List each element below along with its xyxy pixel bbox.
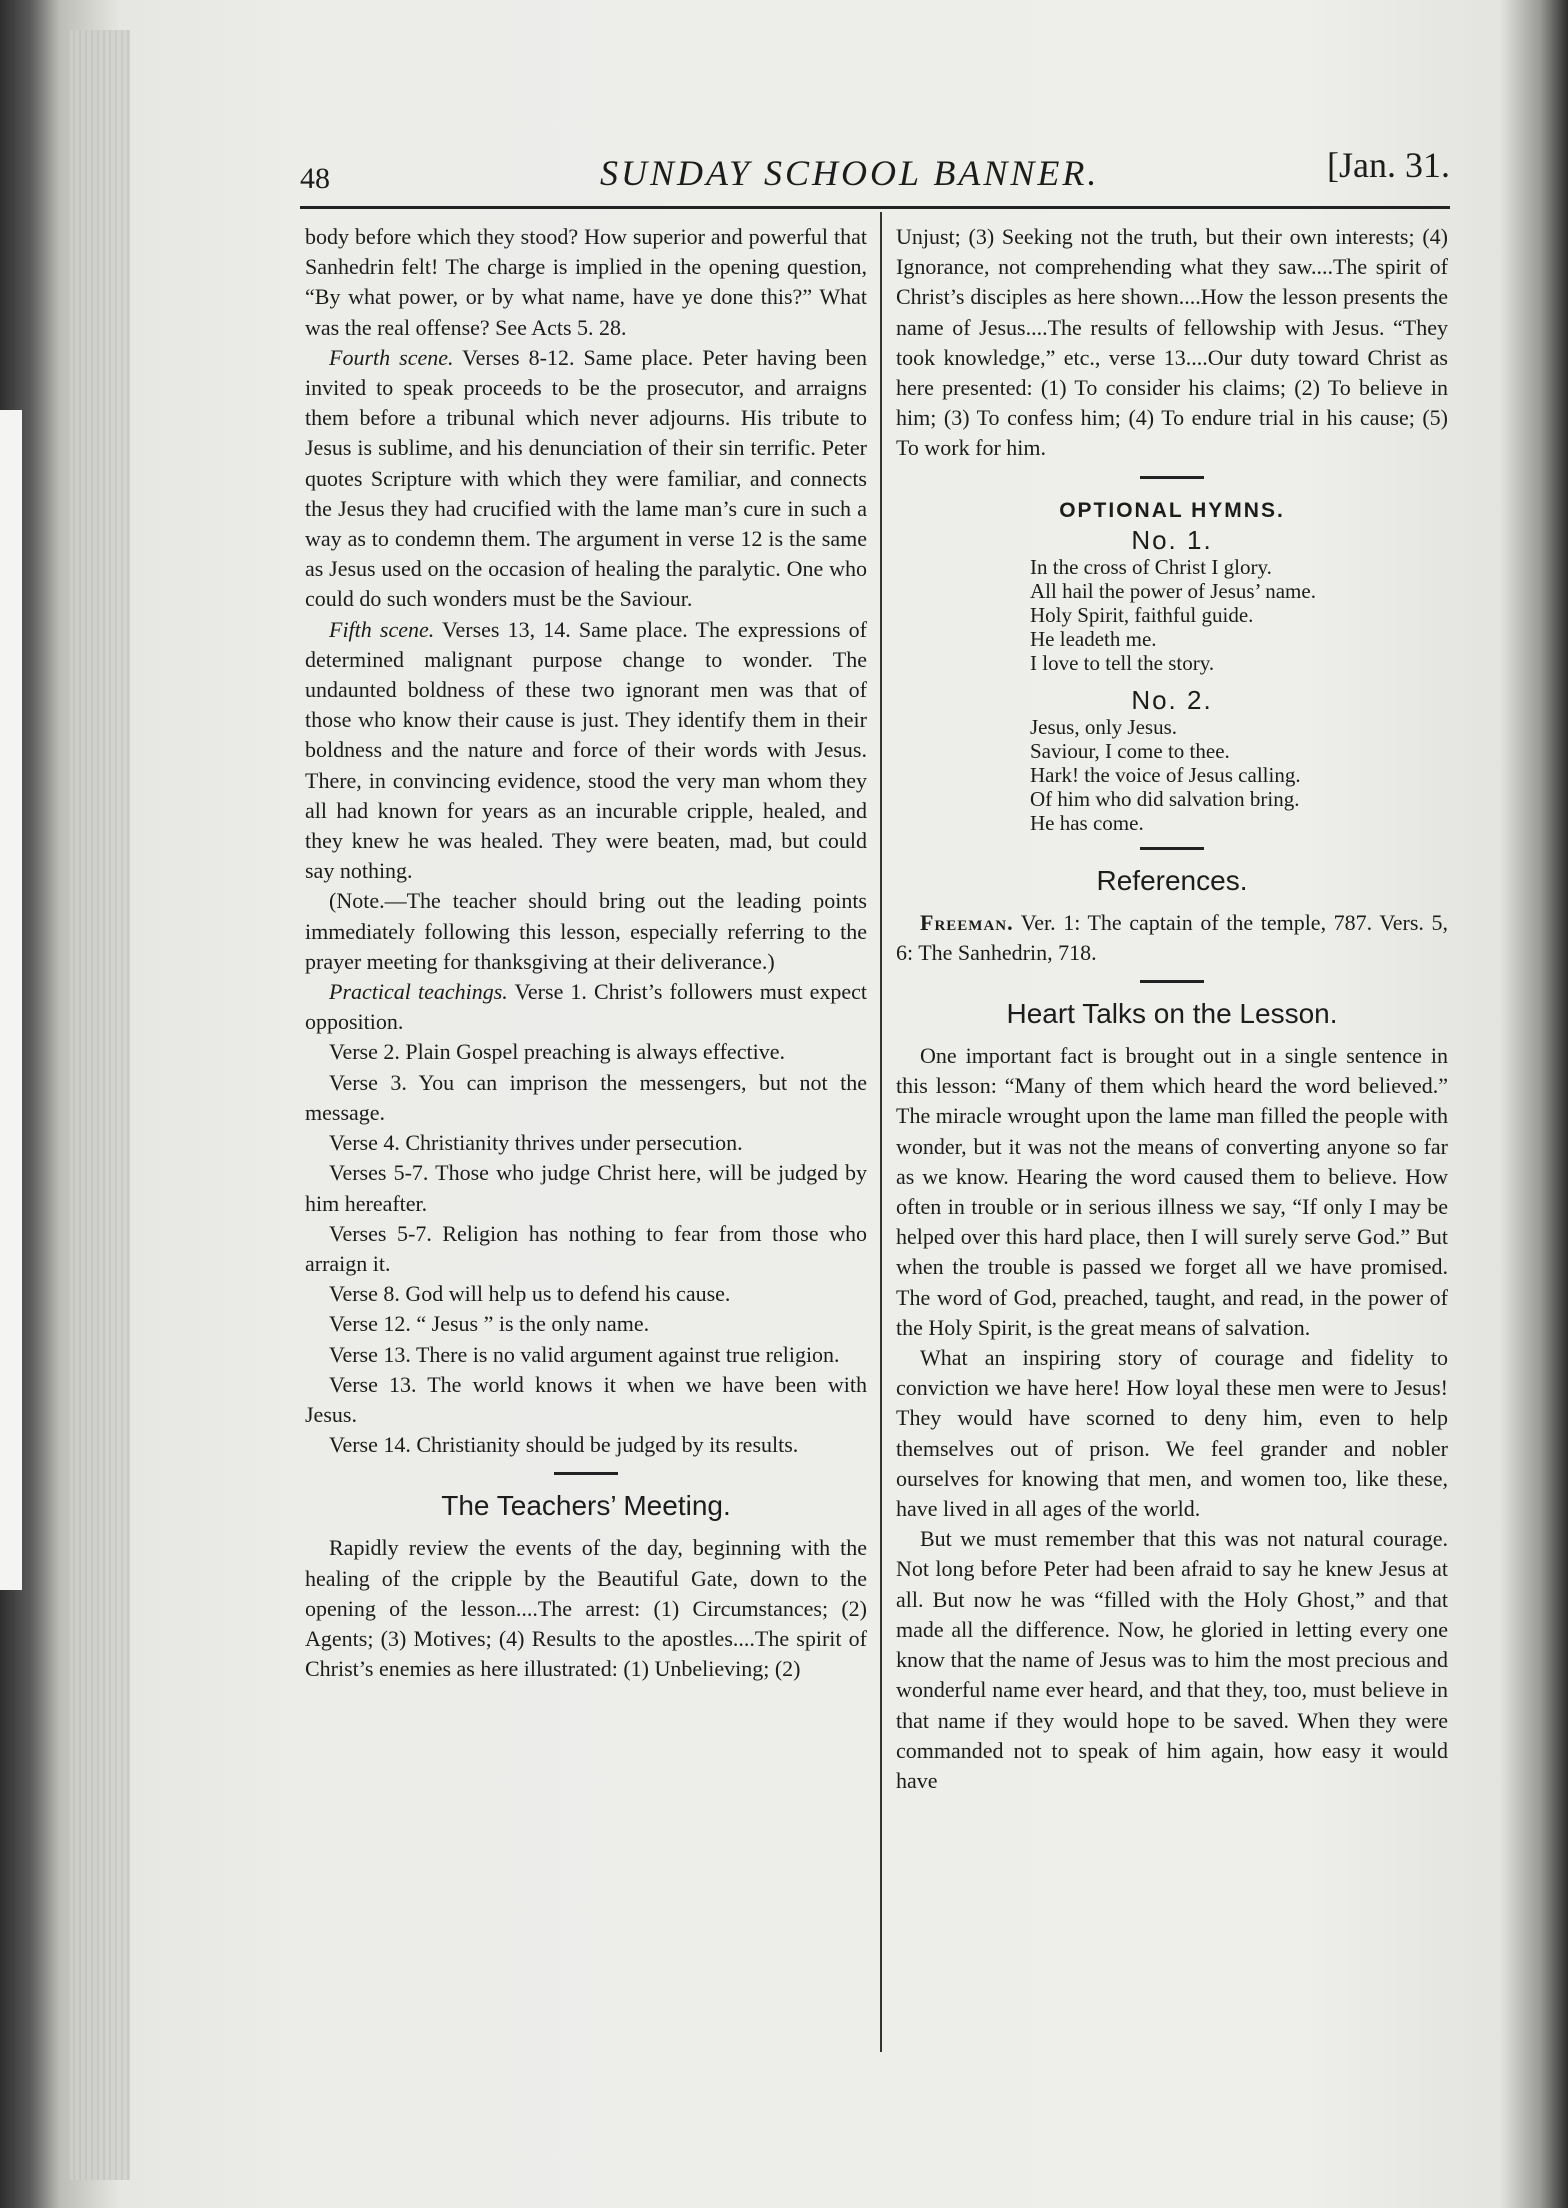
practical-label: Practical teachings.	[329, 979, 508, 1005]
page-edge-shadow	[70, 30, 130, 2180]
list-item: Hark! the voice of Jesus calling.	[1030, 762, 1301, 787]
list-item: Verse 14. Christianity should be judged by its results.	[329, 1432, 799, 1458]
list-item: Of him who did salvation bring.	[1030, 786, 1300, 811]
list-item: Verses 5-7. Religion has nothing to fear from those who arraign it.	[305, 1220, 867, 1276]
intro-paragraph: body before which they stood? How superior and powerful that Sanhedrin felt! The charge is implied in the opening question, “By what power, or by what name, have ye done this?” What was the real offense? See Acts 5. 28.	[305, 224, 867, 340]
left-column	[305, 222, 867, 1684]
column-divider	[880, 212, 882, 2052]
list-item: In the cross of Christ I glory.	[1030, 554, 1272, 579]
continued-paragraph: Unjust; (3) Seeking not the truth, but their own interests; (4) Ignorance, not comprehending what they saw....The spirit of Christ’s disciples as here shown....How the lesson presents the name of Jesus....The results of fellowship with Jesus. “They took knowledge,” etc., verse 13....Our duty toward Christ as here presented: (1) To consider his claims; (2) To believe in him; (3) To confess him; (4) To endure trial in his cause; (5) To work for him.	[896, 224, 1448, 461]
heart-talks-paragraph-2: What an inspiring story of courage and fidelity to conviction we have here! How loyal these men were to Jesus! They would have scorned to deny him, even to help themselves out of prison. We feel grander and nobler ourselves for knowing that men, and women too, like these, have lived in all ages of the world.	[896, 1345, 1448, 1522]
list-item: He leadeth me.	[1030, 626, 1157, 651]
list-item: Verse 3. You can imprison the messengers, but not the message.	[305, 1069, 867, 1125]
practical-text: Verse 1. Christ’s followers must expect opposition.	[305, 979, 868, 1035]
list-item: Saviour, I come to thee.	[1030, 738, 1230, 763]
fifth-scene-paragraph	[305, 615, 867, 887]
header-rule	[300, 206, 1450, 209]
page-header	[300, 140, 1450, 200]
section-divider	[1140, 847, 1204, 850]
list-item: I love to tell the story.	[1030, 650, 1215, 675]
fifth-scene-text: Verses 13, 14. Same place. The expressions of determined malignant purpose change to wonder. The undaunted boldness of these two ignorant men was that of those who know their cause is just. They identify them in their boldness and the nature and force of their words with Jesus. There, in convincing evidence, stood the very man whom they all had known for years as an incurable cripple, healed, and they knew he was healed. They were beaten, mad, but could say nothing.	[305, 616, 867, 884]
page-number: 48	[300, 162, 330, 195]
list-item: Verse 8. God will help us to defend his cause.	[329, 1281, 731, 1307]
running-title: SUNDAY SCHOOL BANNER.	[600, 153, 1100, 193]
list-item: Verse 13. There is no valid argument against true religion.	[329, 1341, 840, 1367]
list-item: Verse 4. Christianity thrives under persecution.	[329, 1130, 743, 1156]
teachers-meeting-paragraph: Rapidly review the events of the day, beginning with the healing of the cripple by the Beautiful Gate, down to the opening of the lesson....The arrest: (1) Circumstances; (2) Agents; (3) Motives; (4) Results to the apostles....The spirit of Christ’s enemies as here illustrated: (1) Unbelieving; (2)	[305, 1535, 867, 1682]
note-paragraph: (Note.—The teacher should bring out the leading points immediately following this lesson, especially referring to the prayer meeting for thanksgiving at their deliverance.)	[305, 888, 867, 974]
fourth-scene-text: Verses 8-12. Same place. Peter having been invited to speak proceeds to be the prosecutor, and arraigns them before a tribunal which never adjourns. His tribute to Jesus is sublime, and his denunciation of their sin terrific. Peter quotes Scripture with which they were familiar, and connects the Jesus they had crucified with the lame man’s cure in such a way as to condemn them. The argument in verse 12 is the same as Jesus used on the occasion of healing the paralytic. One who could do such wonders must be the Saviour.	[305, 344, 868, 612]
references-paragraph	[896, 908, 1448, 968]
hymn-list-1	[1030, 555, 1448, 675]
list-item: He has come.	[1030, 810, 1144, 835]
right-column	[896, 222, 1448, 1796]
fifth-scene-label: Fifth scene.	[329, 616, 435, 642]
list-item: Verse 12. “ Jesus ” is the only name.	[329, 1311, 650, 1337]
section-divider	[1140, 476, 1204, 479]
hymn-number-1: No. 1.	[1131, 524, 1213, 555]
optional-hymns-heading: OPTIONAL HYMNS.	[1059, 498, 1285, 522]
references-heading: References.	[1096, 864, 1248, 896]
list-item: Verse 2. Plain Gospel preaching is always effective.	[329, 1039, 785, 1065]
hymn-list-2	[1030, 715, 1448, 835]
reference-text: Ver. 1: The captain of the temple, 787. Vers. 5, 6: The Sanhedrin, 718.	[896, 909, 1448, 965]
list-item: Verse 13. The world knows it when we have been with Jesus.	[305, 1371, 867, 1427]
heart-talks-paragraph-1: One important fact is brought out in a single sentence in this lesson: “Many of them which heard the word believed.” The miracle wrought upon the lame man filled the people with wonder, but it was not the means of converting anyone so far as we know. Hearing the word caused them to believe. How often in trouble or in serious illness we say, “If only I may be helped over this hard place, then I will surely serve God.” But when the trouble is passed we forget all we have promised. The word of God, preached, taught, and read, in the power of the Holy Spirit, is the great means of salvation.	[896, 1043, 1448, 1340]
heart-talks-paragraph-3: But we must remember that this was not natural courage. Not long before Peter had been afraid to say he knew Jesus at all. But now he was “filled with the Holy Ghost,” and that made all the difference. Now, he gloried in letting every one know that the name of Jesus was to him the most precious and wonderful name ever heard, and that they, too, must believe in that name if they would hope to be saved. When they were commanded not to speak of him again, how easy it would have	[896, 1526, 1448, 1793]
heart-talks-heading: Heart Talks on the Lesson.	[1006, 998, 1338, 1030]
practical-paragraph	[305, 977, 867, 1037]
teachings-list	[305, 1037, 867, 1460]
list-item: Holy Spirit, faithful guide.	[1030, 602, 1254, 627]
running-date: [Jan. 31.	[1327, 145, 1450, 185]
section-divider	[1140, 980, 1204, 983]
list-item: Jesus, only Jesus.	[1030, 714, 1178, 739]
list-item: All hail the power of Jesus’ name.	[1030, 578, 1316, 603]
fourth-scene-paragraph	[305, 343, 867, 615]
margin-tab	[0, 410, 22, 1590]
list-item: Verses 5-7. Those who judge Christ here, will be judged by him hereafter.	[305, 1160, 867, 1216]
fourth-scene-label: Fourth scene.	[329, 344, 454, 370]
hymn-number-2: No. 2.	[1131, 684, 1213, 715]
teachers-meeting-heading: The Teachers’ Meeting.	[441, 1490, 731, 1522]
reference-author: Freeman.	[920, 909, 1014, 935]
section-divider	[554, 1472, 618, 1475]
